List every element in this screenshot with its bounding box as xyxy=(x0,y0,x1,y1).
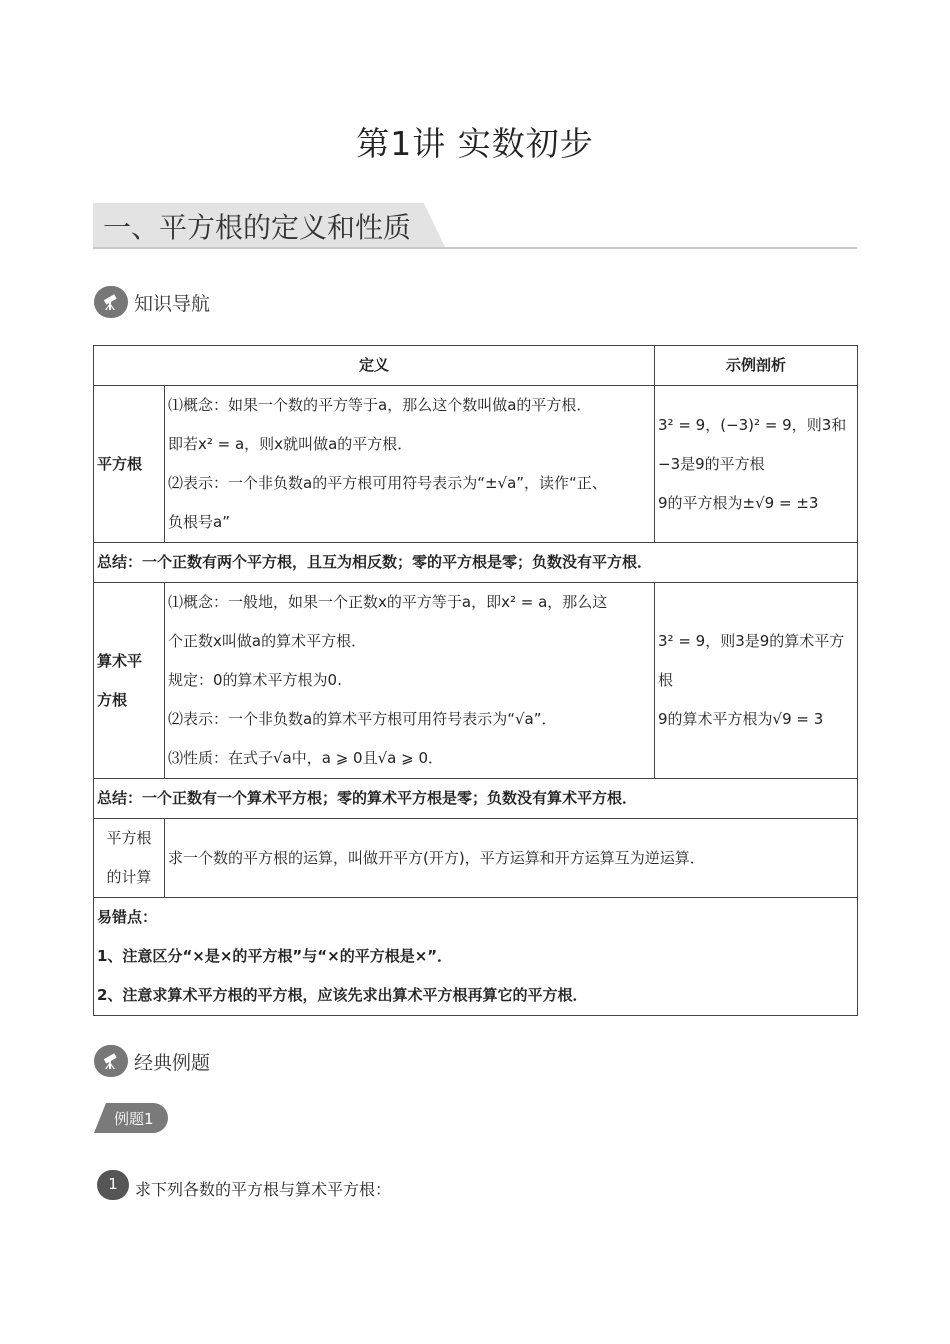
example-tag xyxy=(94,1103,168,1133)
definition-line: 规定：0的算术平方根为0. xyxy=(168,671,342,689)
page-title: 第1讲 实数初步 xyxy=(356,124,594,163)
definition-line: 负根号a” xyxy=(168,513,230,531)
definition-line: ⑴概念：一般地，如果一个正数x的平方等于a，即x² = a，那么这 xyxy=(168,593,608,611)
example-line: 3² = 9，则3是9的算术平方 xyxy=(658,632,845,650)
label-line: 的计算 xyxy=(106,868,152,886)
header-example: 示例剖析 xyxy=(655,346,858,386)
summary-square-root: 总结：一个正数有两个平方根，且互为相反数；零的平方根是零；负数没有平方根． xyxy=(94,543,858,583)
error-item: 1、注意区分“×是×的平方根”与“×的平方根是×”． xyxy=(97,947,453,965)
knowledge-nav-label: 知识导航 xyxy=(134,292,211,315)
definition-line: ⑵表示：一个非负数a的算术平方根可用符号表示为“√a”． xyxy=(168,710,557,728)
label-line: 平方根 xyxy=(106,829,152,847)
definition-line: ⑵表示：一个非负数a的平方根可用符号表示为“±√a”，读作“正、 xyxy=(168,474,607,492)
arithmetic-root-example xyxy=(655,583,858,779)
square-root-definition xyxy=(165,386,655,543)
row-label-arithmetic-root xyxy=(94,583,165,779)
row-label-calculation xyxy=(94,819,165,898)
examples-heading xyxy=(94,1045,210,1077)
summary-arithmetic-root: 总结：一个正数有一个算术平方根；零的算术平方根是零；负数没有算术平方根． xyxy=(94,779,858,819)
section-title: 一、平方根的定义和性质 xyxy=(103,211,412,244)
example-tag-label: 例题1 xyxy=(114,1110,154,1128)
calculation-text: 求一个数的平方根的运算，叫做开平方(开方)，平方运算和开方运算互为逆运算． xyxy=(165,819,858,898)
row-label-square-root: 平方根 xyxy=(94,386,165,543)
error-item: 2、注意求算术平方根的平方根，应该先求出算术平方根再算它的平方根． xyxy=(97,986,588,1004)
question-number-badge: 1 xyxy=(97,1170,129,1200)
knowledge-table xyxy=(93,345,858,1016)
arithmetic-root-definition xyxy=(165,583,655,779)
definition-line: ⑴概念：如果一个数的平方等于a，那么这个数叫做a的平方根． xyxy=(168,396,592,414)
telescope-icon xyxy=(94,1045,128,1077)
label-line: 方根 xyxy=(97,690,128,709)
definition-line: ⑶性质：在式子√a中，a ⩾ 0且√a ⩾ 0． xyxy=(168,749,443,767)
label-line: 算术平 xyxy=(97,651,143,670)
knowledge-nav-heading xyxy=(94,286,210,318)
definition-line: 个正数x叫做a的算术平方根． xyxy=(168,632,367,650)
example-line: 9的算术平方根为√9 = 3 xyxy=(658,710,824,728)
question-text: 求下列各数的平方根与算术平方根： xyxy=(135,1180,392,1199)
telescope-icon xyxy=(94,286,128,318)
definition-line: 即若x² = a，则x就叫做a的平方根． xyxy=(168,435,413,453)
section-header xyxy=(93,203,857,249)
example-line: 根 xyxy=(658,671,674,689)
example-line: 9的平方根为±√9 = ±3 xyxy=(658,493,819,512)
example-line: −3是9的平方根 xyxy=(658,454,765,473)
header-definition: 定义 xyxy=(94,346,655,386)
examples-label: 经典例题 xyxy=(134,1051,211,1074)
errors-title: 易错点： xyxy=(97,908,158,926)
example-line: 3² = 9，(−3)² = 9，则3和 xyxy=(658,415,847,434)
square-root-example xyxy=(655,386,858,543)
common-errors xyxy=(94,898,858,1016)
